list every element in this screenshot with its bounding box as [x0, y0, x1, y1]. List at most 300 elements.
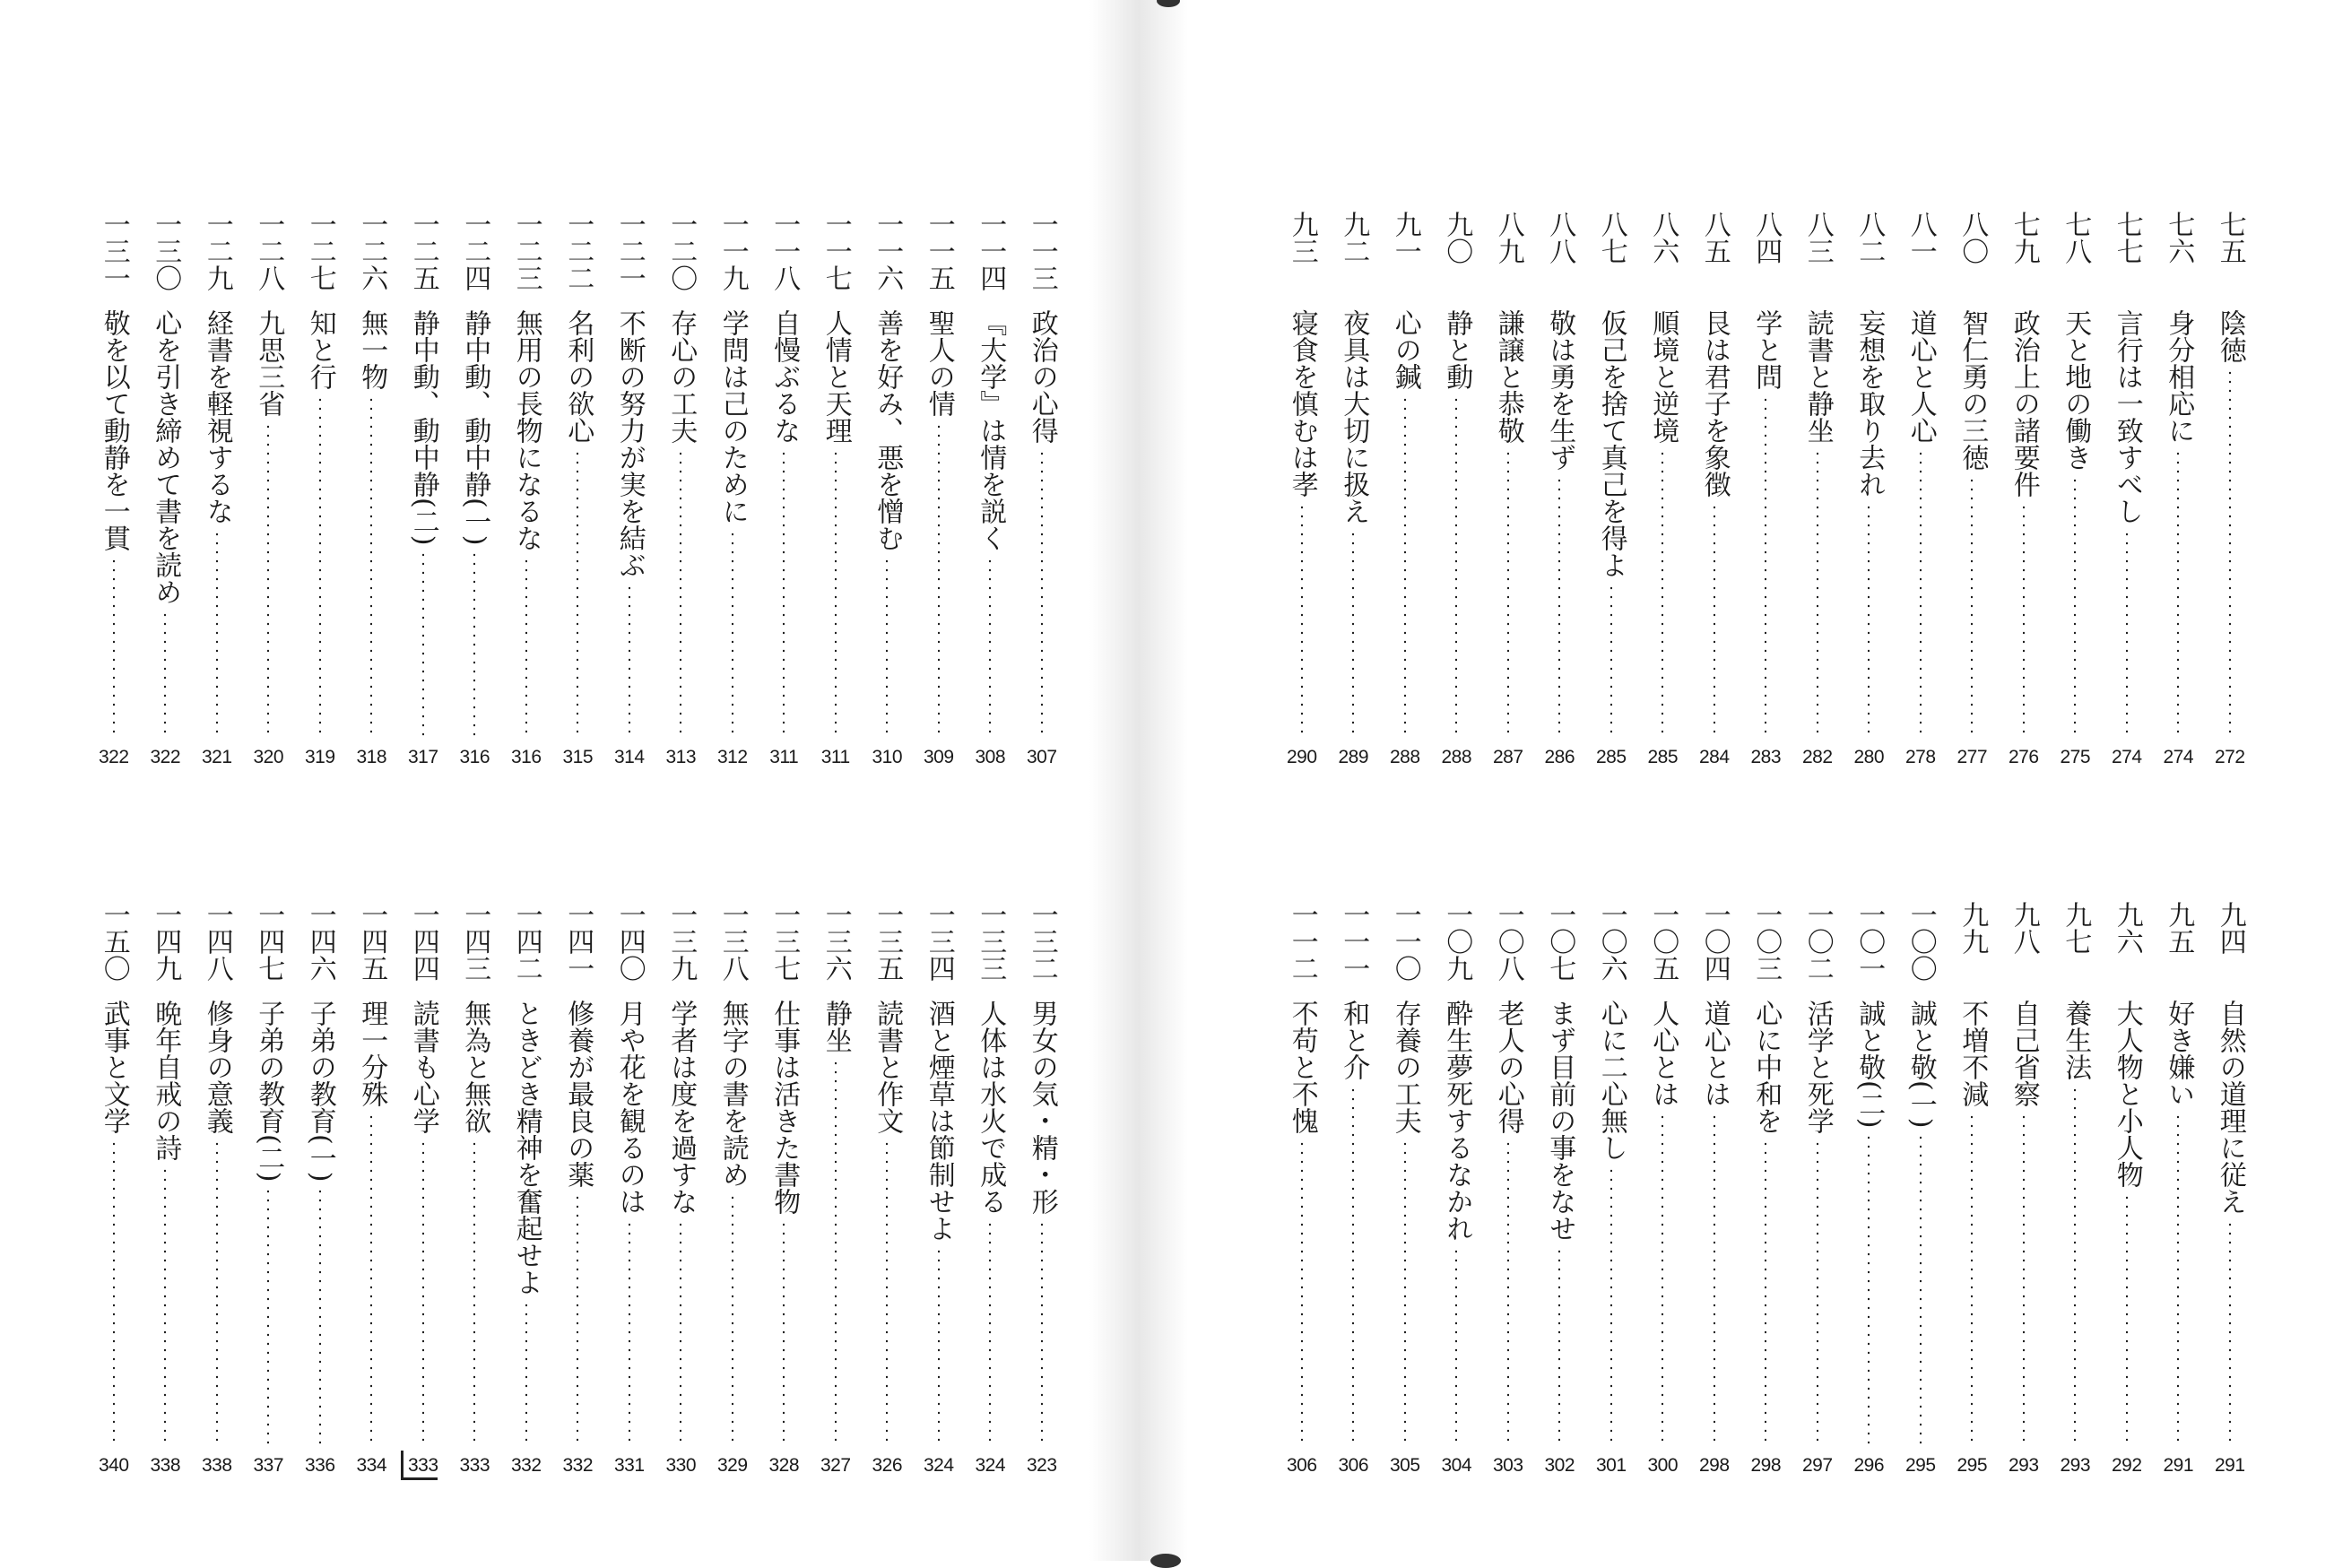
page-number: 326 [872, 1455, 903, 1476]
dot-leader [216, 530, 218, 739]
dot-leader [1404, 1139, 1406, 1447]
toc-entry[interactable] [449, 901, 501, 1475]
entry-title: 不苟と不愧 [1286, 1000, 1318, 1134]
entry-title: 言行は一致すべし [2111, 309, 2143, 524]
toc-entry[interactable] [1276, 211, 1328, 767]
toc-entry[interactable] [965, 211, 1017, 767]
entry-title: 読書と静坐 [1801, 309, 1834, 444]
entry-title: 心を引き締めて書を読め [150, 309, 182, 605]
page-number: 297 [1801, 1455, 1833, 1476]
toc-entry[interactable] [1585, 211, 1637, 767]
toc-entry[interactable] [707, 901, 759, 1475]
entry-title: 修身の意義 [201, 1000, 233, 1134]
dot-leader [1455, 1247, 1457, 1447]
toc-entry[interactable] [655, 211, 707, 767]
toc-entry[interactable] [294, 901, 346, 1475]
entry-title: 子弟の教育(一) [304, 1000, 336, 1182]
entry-number: 一四八 [201, 901, 233, 982]
entry-title: ときどき精神を奮起せよ [510, 1000, 542, 1295]
entry-number: 八〇 [1957, 211, 1989, 264]
entry-number: 九九 [1957, 901, 1989, 955]
dot-leader [216, 1139, 218, 1447]
entry-title: 存心の工夫 [665, 309, 698, 444]
entry-number: 一三六 [820, 901, 852, 982]
entry-number: 一一九 [716, 211, 749, 291]
toc-block-right-bottom [1276, 901, 2256, 1475]
entry-title: 老人の心得 [1492, 1000, 1524, 1134]
page-number: 278 [1905, 747, 1936, 767]
page-number: 290 [1286, 747, 1317, 767]
toc-entry[interactable] [1016, 211, 1068, 767]
entry-number: 七五 [2214, 211, 2246, 264]
dot-leader [1765, 1139, 1766, 1447]
toc-entry[interactable] [2153, 211, 2205, 767]
entry-title: 夜具は大切に扱え [1338, 309, 1370, 524]
entry-number: 九五 [2163, 901, 2195, 955]
entry-number: 一三三 [975, 901, 1007, 982]
entry-number: 一〇三 [1750, 901, 1783, 982]
toc-entry[interactable] [810, 901, 862, 1475]
dot-leader [1662, 1113, 1663, 1447]
entry-number: 一四二 [510, 901, 542, 982]
toc-block-right-top [1276, 211, 2256, 767]
entry-title: 晩年自戒の詩 [150, 1000, 182, 1161]
entry-number: 八五 [1698, 211, 1731, 264]
toc-entry[interactable] [2101, 211, 2153, 767]
page-number: 305 [1389, 1455, 1420, 1476]
toc-entry[interactable] [1998, 901, 2050, 1475]
dot-leader [2074, 1086, 2076, 1447]
entry-number: 一〇七 [1544, 901, 1576, 982]
entry-number: 一〇五 [1647, 901, 1679, 982]
entry-title: 養生法 [2060, 1000, 2092, 1080]
dot-leader [2229, 1220, 2231, 1447]
dot-leader [1507, 1139, 1509, 1447]
page-number: 307 [1026, 747, 1057, 767]
entry-title: 自己省察 [2008, 1000, 2040, 1107]
entry-number: 九一 [1389, 211, 1421, 264]
entry-number: 一〇四 [1698, 901, 1731, 982]
dot-leader [1714, 503, 1715, 739]
page-number: 331 [613, 1455, 645, 1476]
entry-number: 九二 [1338, 211, 1370, 264]
entry-title: 活学と死学 [1801, 1000, 1834, 1134]
entry-title: 学と問 [1750, 309, 1783, 390]
entry-title: 敬を以て動静を一貫 [98, 309, 130, 551]
toc-entry[interactable] [397, 211, 449, 767]
entry-number: 一二二 [562, 211, 594, 291]
entry-title: 誠と敬(二) [1853, 1000, 1886, 1129]
entry-title: 読書と作文 [872, 1000, 904, 1134]
toc-entry[interactable] [1688, 901, 1740, 1475]
page-number: 306 [1286, 1455, 1317, 1476]
entry-title: 道心とは [1698, 1000, 1731, 1107]
toc-entry[interactable] [500, 211, 552, 767]
entry-number: 八三 [1801, 211, 1834, 264]
page-number: 280 [1853, 747, 1885, 767]
toc-entry[interactable] [1637, 211, 1689, 767]
dot-leader [886, 1139, 888, 1447]
dot-leader [629, 1220, 630, 1447]
toc-entry[interactable] [1895, 211, 1947, 767]
page-number: 300 [1647, 1455, 1679, 1476]
toc-entry[interactable] [552, 901, 604, 1475]
toc-entry[interactable] [1431, 211, 1483, 767]
toc-entry[interactable] [1895, 901, 1947, 1475]
toc-entry[interactable] [2204, 211, 2256, 767]
page-number: 285 [1647, 747, 1679, 767]
entry-title: 艮は君子を象徴 [1698, 309, 1731, 498]
entry-number: 一〇一 [1853, 901, 1886, 982]
entry-title: 無一物 [356, 309, 388, 390]
entry-number: 八七 [1595, 211, 1627, 264]
page-number: 337 [253, 1455, 284, 1476]
dot-leader [473, 1139, 475, 1447]
entry-title: 酒と煙草は節制せよ [923, 1000, 955, 1242]
toc-entry[interactable] [1328, 901, 1380, 1475]
page-number: 275 [2060, 747, 2091, 767]
toc-entry[interactable] [913, 901, 965, 1475]
dot-leader [2023, 503, 2025, 739]
entry-title: 不断の努力が実を結ぶ [613, 309, 646, 578]
entry-number: 一四四 [407, 901, 439, 982]
toc-entry[interactable] [1844, 901, 1896, 1475]
entry-title: 名利の欲心 [562, 309, 594, 444]
page-number: 320 [253, 747, 284, 767]
dot-leader [1455, 395, 1457, 739]
page-number: 298 [1698, 1455, 1730, 1476]
page-number: 322 [98, 747, 129, 767]
toc-entry[interactable] [2050, 901, 2102, 1475]
page-number: 324 [975, 1455, 1006, 1476]
entry-number: 一三四 [923, 901, 955, 982]
entry-title: 仮己を捨て真己を得よ [1595, 309, 1627, 578]
toc-entry[interactable] [88, 901, 140, 1475]
entry-title: まず目前の事をなせ [1544, 1000, 1576, 1242]
page-number: 336 [304, 1455, 335, 1476]
page-number: 329 [716, 1455, 748, 1476]
entry-number: 八九 [1492, 211, 1524, 264]
entry-title: 人体は水火で成る [975, 1000, 1007, 1215]
dot-leader [680, 1220, 681, 1447]
entry-number: 一三一 [98, 211, 130, 291]
toc-entry[interactable] [2050, 211, 2102, 767]
dot-leader [989, 557, 991, 739]
page-number: 306 [1338, 1455, 1369, 1476]
entry-title: 妄想を取り去れ [1853, 309, 1886, 498]
entry-title: 好き嫌い [2163, 1000, 2195, 1107]
dot-leader [1352, 530, 1354, 739]
dot-leader [2177, 1113, 2179, 1447]
page-number: 293 [2008, 1455, 2039, 1476]
entry-number: 一四一 [562, 901, 594, 982]
entry-title: 無用の長物になるな [510, 309, 542, 551]
entry-title: 人心とは [1647, 1000, 1679, 1107]
page-number: 291 [2163, 1455, 2194, 1476]
entry-number: 一三七 [768, 901, 801, 982]
dot-leader [1301, 503, 1303, 739]
dot-leader [267, 1187, 269, 1447]
toc-entry[interactable] [1844, 211, 1896, 767]
page-number: 314 [613, 747, 645, 767]
toc-entry[interactable] [1585, 901, 1637, 1475]
dot-leader [835, 1059, 837, 1447]
entry-title: 学者は度を過すな [665, 1000, 698, 1215]
entry-title: 敬は勇を生ず [1544, 309, 1576, 471]
dot-leader [1714, 1113, 1715, 1447]
entry-title: 酔生夢死するなかれ [1441, 1000, 1473, 1242]
dot-leader [732, 530, 733, 739]
entry-title: 道心と人心 [1905, 309, 1937, 444]
entry-title: 無字の書を読め [716, 1000, 749, 1188]
entry-number: 七八 [2060, 211, 2092, 264]
entry-number: 一一六 [872, 211, 904, 291]
toc-entry[interactable] [346, 211, 398, 767]
toc-entry[interactable] [913, 211, 965, 767]
page-number: 316 [459, 747, 490, 767]
page-number: 301 [1595, 1455, 1627, 1476]
entry-number: 一〇八 [1492, 901, 1524, 982]
toc-entry[interactable] [1637, 901, 1689, 1475]
dot-leader [525, 557, 527, 739]
entry-number: 一五〇 [98, 901, 130, 982]
page-number: 324 [923, 1455, 954, 1476]
page-number: 292 [2111, 1455, 2142, 1476]
toc-entry[interactable] [810, 211, 862, 767]
entry-number: 九七 [2060, 901, 2092, 955]
page-number: 295 [1957, 1455, 1988, 1476]
dot-leader [1662, 449, 1663, 739]
page-number: 295 [1905, 1455, 1936, 1476]
toc-entry[interactable] [2153, 901, 2205, 1475]
page-number: 276 [2008, 747, 2039, 767]
toc-entry[interactable] [449, 211, 501, 767]
entry-title: 静坐 [820, 1000, 852, 1053]
entry-title: 聖人の情 [923, 309, 955, 417]
dot-leader [2023, 1113, 2025, 1447]
entry-number: 七六 [2163, 211, 2195, 264]
toc-entry[interactable] [1947, 901, 1999, 1475]
page-number: 332 [510, 1455, 542, 1476]
toc-entry[interactable] [294, 211, 346, 767]
dot-leader [2229, 368, 2231, 739]
entry-title: 九思三省 [253, 309, 285, 417]
toc-entry[interactable] [88, 211, 140, 767]
entry-number: 九六 [2111, 901, 2143, 955]
entry-number: 一〇九 [1441, 901, 1473, 982]
toc-entry[interactable] [552, 211, 604, 767]
dot-leader [1610, 584, 1612, 739]
toc-entry[interactable] [1947, 211, 1999, 767]
toc-entry[interactable] [759, 901, 811, 1475]
entry-title: 政治の心得 [1026, 309, 1058, 444]
dot-leader [473, 550, 475, 739]
page-number: 289 [1338, 747, 1369, 767]
toc-entry[interactable] [1792, 901, 1844, 1475]
entry-number: 一三〇 [150, 211, 182, 291]
page-number: 272 [2214, 747, 2245, 767]
page-number: 291 [2214, 1455, 2245, 1476]
toc-entry[interactable] [1688, 211, 1740, 767]
entry-title: 陰徳 [2214, 309, 2246, 363]
page-number: 330 [665, 1455, 697, 1476]
toc-entry[interactable] [1792, 211, 1844, 767]
dot-leader [370, 395, 372, 739]
entry-title: 修養が最良の薬 [562, 1000, 594, 1188]
entry-number: 一一二 [1286, 901, 1318, 982]
page-number: 287 [1492, 747, 1523, 767]
page-number: 313 [665, 747, 697, 767]
entry-title: 経書を軽視するな [201, 309, 233, 524]
toc-entry[interactable] [140, 901, 192, 1475]
toc-entry[interactable] [1379, 901, 1431, 1475]
dot-leader [783, 1220, 785, 1447]
dot-leader [370, 1113, 372, 1447]
entry-number: 一三八 [716, 901, 749, 982]
toc-entry[interactable] [243, 901, 295, 1475]
page-number: 328 [768, 1455, 800, 1476]
toc-block-left-bottom [88, 901, 1068, 1475]
page-number: 286 [1544, 747, 1575, 767]
dot-leader [422, 550, 424, 739]
toc-entry[interactable] [1998, 211, 2050, 767]
page-number: 293 [2060, 1455, 2091, 1476]
left-page [0, 0, 1089, 1561]
dot-leader [1558, 1247, 1560, 1447]
entry-title: 静中動、動中静(一) [459, 309, 491, 546]
toc-entry[interactable] [759, 211, 811, 767]
dot-leader [164, 611, 166, 739]
toc-entry[interactable] [1482, 901, 1534, 1475]
dot-leader [1404, 395, 1406, 739]
toc-entry[interactable] [191, 901, 243, 1475]
page-number: 303 [1492, 1455, 1523, 1476]
dot-leader [989, 1220, 991, 1447]
dot-leader [267, 422, 269, 739]
entry-title: 仕事は活きた書物 [768, 1000, 801, 1215]
page-number: 285 [1595, 747, 1627, 767]
toc-entry[interactable] [1328, 211, 1380, 767]
entry-title: 人情と天理 [820, 309, 852, 444]
page-number: 284 [1698, 747, 1730, 767]
page-number: 309 [923, 747, 954, 767]
page-number: 334 [356, 1455, 387, 1476]
page-number: 283 [1750, 747, 1782, 767]
dot-leader [886, 557, 888, 739]
page-number: 340 [98, 1455, 129, 1476]
dot-leader [1558, 476, 1560, 739]
entry-number: 一〇〇 [1905, 901, 1937, 982]
dot-leader [629, 584, 630, 739]
entry-number: 一一四 [975, 211, 1007, 291]
entry-number: 一四三 [459, 901, 491, 982]
toc-entry[interactable] [1276, 901, 1328, 1475]
toc-entry[interactable] [191, 211, 243, 767]
page-number: 296 [1853, 1455, 1885, 1476]
entry-number: 一四〇 [613, 901, 646, 982]
entry-number: 一一三 [1026, 211, 1058, 291]
toc-entry[interactable] [655, 901, 707, 1475]
toc-entry[interactable] [1534, 211, 1586, 767]
entry-title: 謙譲と恭敬 [1492, 309, 1524, 444]
page-number: 321 [201, 747, 232, 767]
toc-entry[interactable] [2204, 901, 2256, 1475]
toc-entry[interactable] [862, 211, 914, 767]
toc-entry[interactable] [862, 901, 914, 1475]
toc-entry[interactable] [965, 901, 1017, 1475]
toc-entry[interactable] [2101, 901, 2153, 1475]
entry-title: 存養の工夫 [1389, 1000, 1421, 1134]
page-number: 338 [150, 1455, 181, 1476]
dot-leader [835, 449, 837, 739]
dot-leader [1868, 1133, 1870, 1447]
toc-entry[interactable] [707, 211, 759, 767]
page-number: 282 [1801, 747, 1833, 767]
entry-title: 無為と無欲 [459, 1000, 491, 1134]
page-number: 311 [820, 747, 850, 767]
entry-number: 九八 [2008, 901, 2040, 955]
toc-entry[interactable] [397, 901, 449, 1475]
toc-entry[interactable] [603, 211, 655, 767]
entry-title: 大人物と小人物 [2111, 1000, 2143, 1188]
toc-entry[interactable] [1740, 211, 1792, 767]
entry-title: 自然の道理に従え [2214, 1000, 2246, 1215]
toc-entry[interactable] [140, 211, 192, 767]
entry-number: 八六 [1647, 211, 1679, 264]
entry-title: 静と動 [1441, 309, 1473, 390]
toc-entry[interactable] [1379, 211, 1431, 767]
toc-entry[interactable] [1740, 901, 1792, 1475]
entry-title: 誠と敬(一) [1905, 1000, 1937, 1129]
entry-number: 一二一 [613, 211, 646, 291]
dot-leader [2126, 530, 2128, 739]
dot-leader [1507, 449, 1509, 739]
toc-entry[interactable] [603, 901, 655, 1475]
page-number: 323 [1026, 1455, 1057, 1476]
dot-leader [1971, 476, 1973, 739]
toc-entry[interactable] [500, 901, 552, 1475]
page-number: 304 [1441, 1455, 1472, 1476]
entry-number: 八八 [1544, 211, 1576, 264]
toc-entry[interactable] [1482, 211, 1534, 767]
page-number: 288 [1441, 747, 1472, 767]
page-number: 333 [407, 1455, 438, 1476]
entry-number: 一一一 [1338, 901, 1370, 982]
entry-number: 九四 [2214, 901, 2246, 955]
dot-leader [113, 1139, 115, 1447]
entry-number: 一二六 [356, 211, 388, 291]
entry-number: 一三二 [1026, 901, 1058, 982]
entry-title: 政治上の諸要件 [2008, 309, 2040, 498]
book-gutter [1089, 0, 1188, 1561]
entry-number: 一四五 [356, 901, 388, 982]
page-number: 319 [304, 747, 335, 767]
entry-title: 読書も心学 [407, 1000, 439, 1134]
toc-entry[interactable] [346, 901, 398, 1475]
entry-number: 一二七 [304, 211, 336, 291]
page-number: 302 [1544, 1455, 1575, 1476]
toc-entry[interactable] [243, 211, 295, 767]
dot-leader [1920, 1133, 1922, 1447]
toc-entry[interactable] [1431, 901, 1483, 1475]
dot-leader [938, 1247, 940, 1447]
page-number: 333 [459, 1455, 490, 1476]
entry-number: 九三 [1286, 211, 1318, 264]
toc-entry[interactable] [1016, 901, 1068, 1475]
dot-leader [2126, 1193, 2128, 1447]
toc-entry[interactable] [1534, 901, 1586, 1475]
entry-title: 心に中和を [1750, 1000, 1783, 1134]
